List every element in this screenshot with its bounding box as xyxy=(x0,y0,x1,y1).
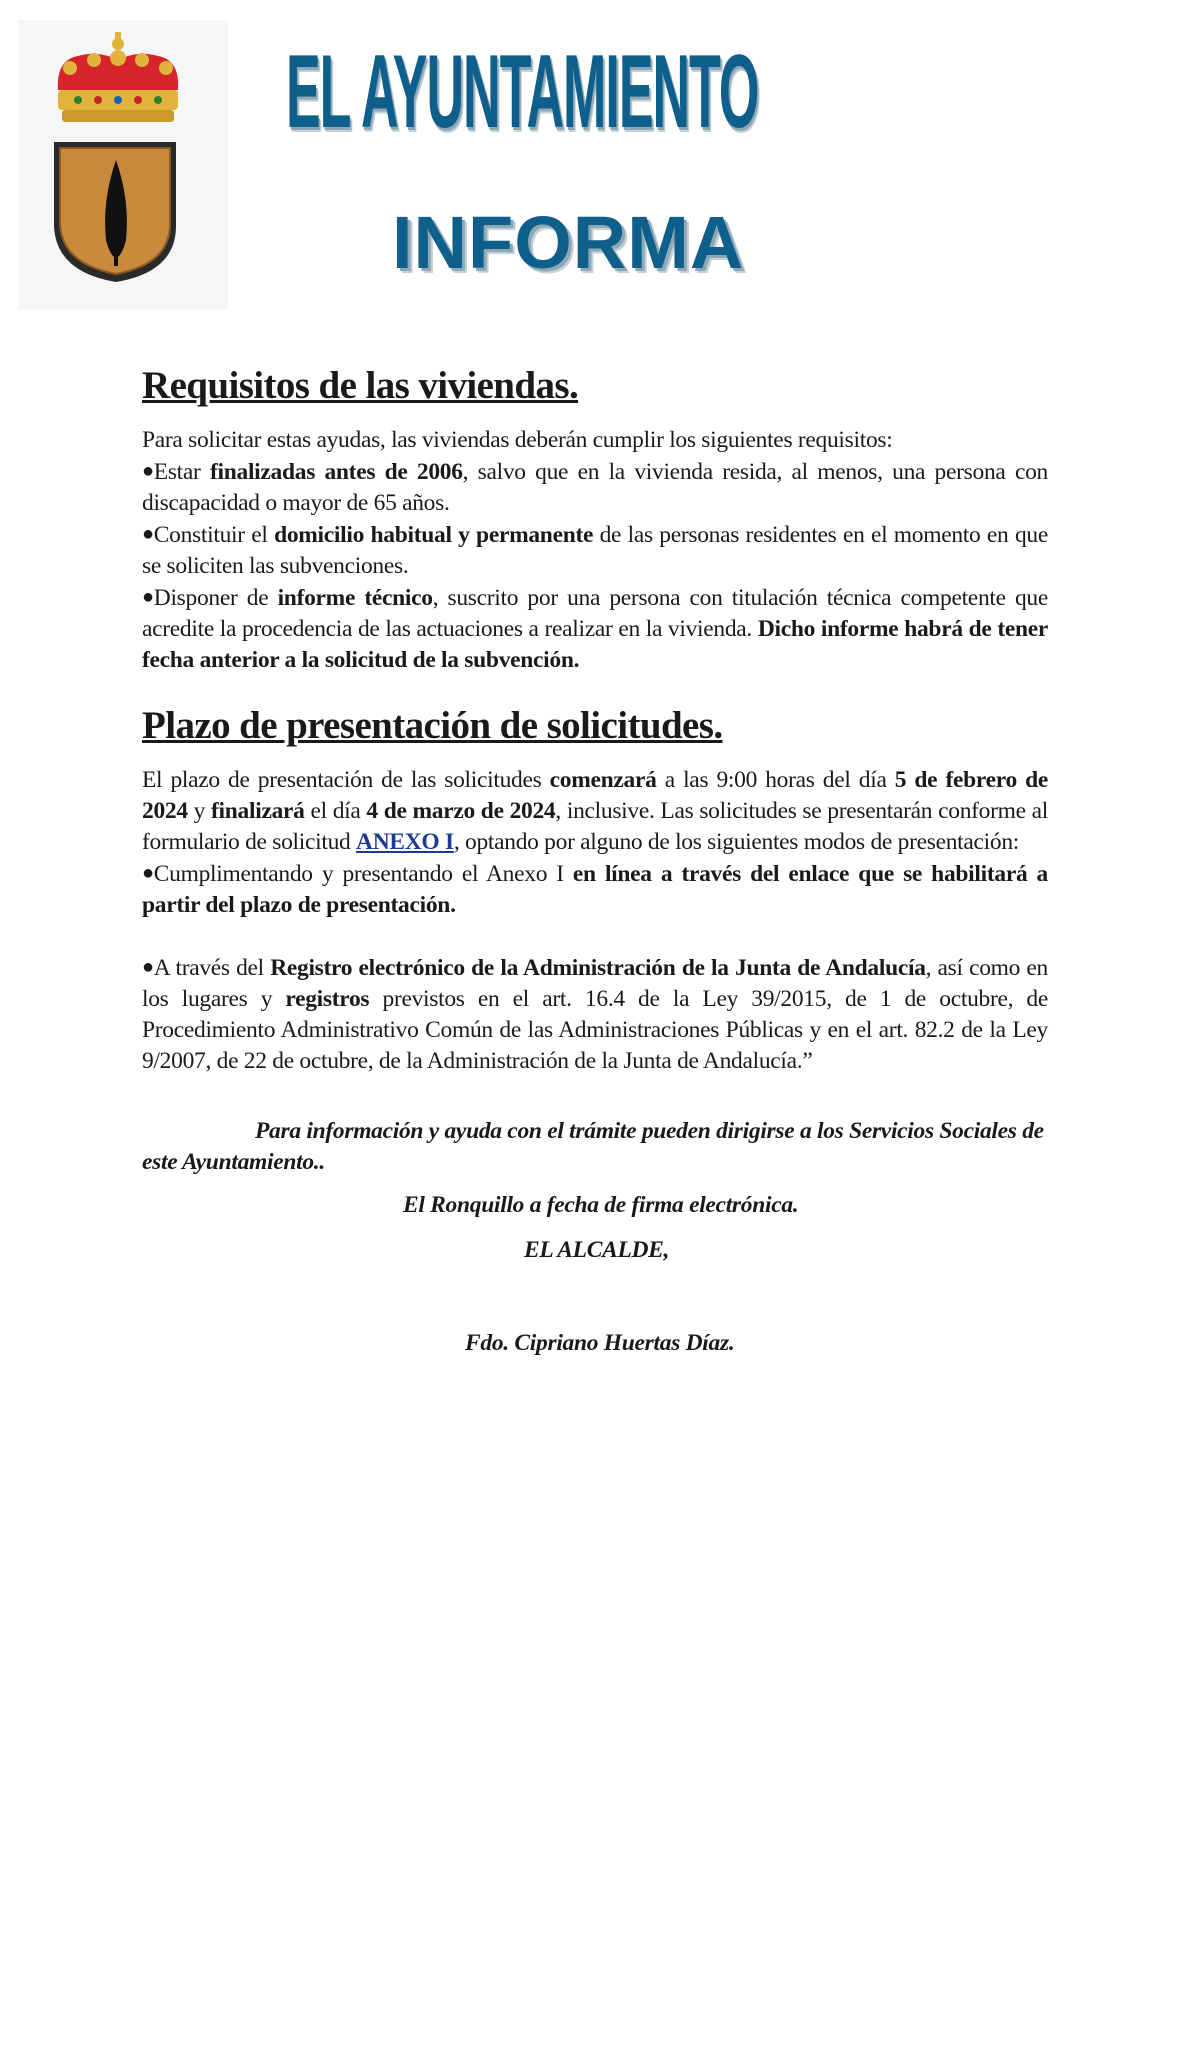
bullet-icon: ● xyxy=(142,460,154,482)
banner-subtitle: INFORMA xyxy=(392,201,745,284)
bullet-icon: ● xyxy=(142,862,154,884)
list-item: ●Cumplimentando y presentando el Anexo I en línea a través del enlace que se habilitará a partir del plazo de presentación. xyxy=(142,858,1048,921)
list-item: ●Disponer de informe técnico, suscrito por una persona con titulación técnica competente que acredite la procedencia de las actuaciones a realizar en la vivienda. Dicho informe habrá de tener fecha anterior a la solicitud de la subvención. xyxy=(142,582,1048,676)
heading-requisitos: Requisitos de las viviendas. xyxy=(142,364,579,407)
document-body xyxy=(142,366,1048,1077)
shield-icon xyxy=(54,142,176,282)
list-item: ●A través del Registro electrónico de la Administración de la Junta de Andalucía, así como en los lugares y registros previstos en el art. 16.4 de la Ley 39/2015, de 1 de octubre, de Procedimiento Administrativo Común de las Administraciones Públicas y en el art. 82.2 de la Ley 9/2007, de 22 de octubre, de la Administración de la Junta de Andalucía.” xyxy=(142,952,1048,1077)
bullet-icon: ● xyxy=(142,586,154,608)
closing-note xyxy=(142,1116,1048,1178)
list-item: ●Estar finalizadas antes de 2006, salvo que en la vivienda resida, al menos, una persona con discapacidad o mayor de 65 años. xyxy=(142,456,1048,519)
heading-plazo: Plazo de presentación de solicitudes. xyxy=(142,704,723,747)
list-item: ●Constituir el domicilio habitual y permanente de las personas residentes en el momento en que se soliciten las subvenciones. xyxy=(142,519,1048,582)
intro-paragraph: Para solicitar estas ayudas, las viviendas deberán cumplir los siguientes requisitos: xyxy=(142,427,893,453)
spacer xyxy=(142,921,1048,952)
banner-title: EL AYUNTAMIENTO xyxy=(286,34,759,150)
place-date: El Ronquillo a fecha de firma electrónica. xyxy=(403,1192,799,1218)
mayor-title: EL ALCALDE, xyxy=(524,1237,670,1263)
anexo-link[interactable]: ANEXO I xyxy=(356,829,454,855)
signature: Fdo. Cipriano Huertas Díaz. xyxy=(465,1330,735,1356)
coat-of-arms-icon xyxy=(18,20,228,310)
info-paragraph: Para información y ayuda con el trámite pueden dirigirse a los Servicios Sociales de este Ayuntamiento.. xyxy=(142,1118,1044,1175)
bullet-icon: ● xyxy=(142,523,154,545)
bullet-icon: ● xyxy=(142,956,154,978)
plazo-paragraph: El plazo de presentación de las solicitudes comenzará a las 9:00 horas del día 5 de febrero de 2024 y finalizará el día 4 de marzo de 2024, inclusive. Las solicitudes se presentarán conforme al formulario de solicitud ANEXO I, optando por alguno de los siguientes modos de presentación: xyxy=(142,767,1049,855)
